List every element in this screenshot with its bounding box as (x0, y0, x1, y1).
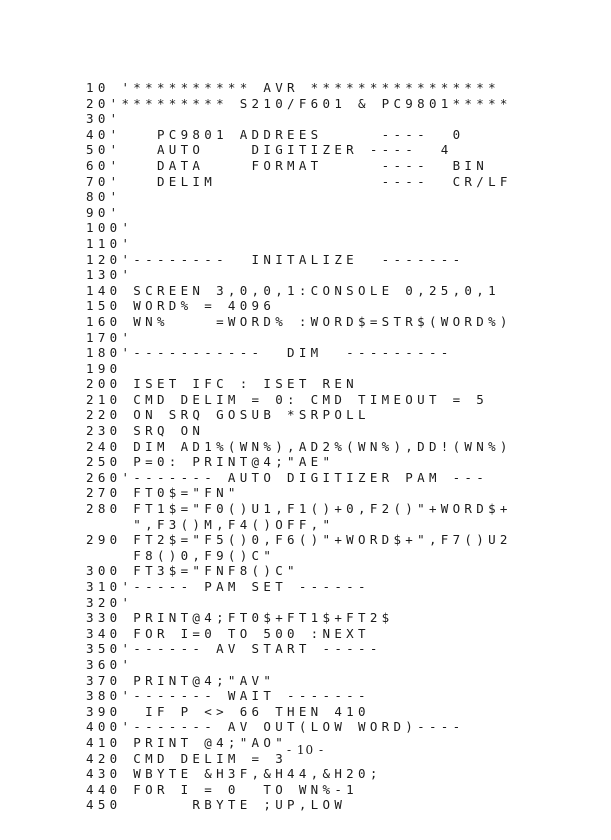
code-line: 130' (86, 267, 134, 283)
code-line: 100' (86, 220, 134, 236)
code-line: 330 PRINT@4;FT0$+FT1$+FT2$ (86, 610, 394, 626)
code-line: 90' (86, 204, 122, 220)
code-line: 380'------- WAIT ------- (86, 688, 370, 704)
code-line: 180'----------- DIM --------- (86, 345, 453, 361)
basic-program-listing (86, 80, 611, 813)
code-line: 310'----- PAM SET ------ (86, 579, 370, 594)
code-line: 120'-------- INITALIZE ------- (86, 251, 465, 267)
code-line: 110' (86, 235, 134, 251)
code-line: 230 SRQ ON (86, 423, 205, 439)
code-line: 390 IF P <> 66 THEN 410 (86, 703, 370, 719)
code-line: 40' PC9801 ADDREES ---- 0 (86, 126, 465, 142)
code-line: 50' AUTO DIGITIZER ---- 4 (86, 142, 453, 158)
code-line: 20'********* S210/F601 & PC9801***** (86, 95, 512, 111)
code-line: 350'------ AV START ----- (86, 641, 382, 657)
code-line: 190 (86, 360, 122, 376)
code-line: 360' (86, 656, 134, 672)
code-line: 410 PRINT @4;"AO" (86, 734, 288, 750)
code-line: 160 WN% =WORD% :WORD$=STR$(WORD%) (86, 313, 512, 329)
code-line: 320' (86, 594, 134, 610)
code-line: 340 FOR I=0 TO 500 :NEXT (86, 625, 370, 641)
code-line: 240 DIM AD1%(WN%),AD2%(WN%),DD!(WN%) (86, 438, 512, 454)
code-line: 200 ISET IFC : ISET REN (86, 376, 358, 392)
code-line: 400'------- AV OUT(LOW WORD)---- (86, 719, 465, 735)
code-line: 10 '********** AVR **************** (86, 80, 500, 95)
code-line: 220 ON SRQ GOSUB *SRPOLL (86, 407, 370, 423)
code-line: 440 FOR I = 0 TO WN%-1 (86, 781, 358, 797)
code-line: 290 FT2$="F5()0,F6()"+WORD$+",F7()U2 (86, 532, 512, 548)
code-line: 430 WBYTE &H3F,&H44,&H20; (86, 766, 382, 782)
code-line: ",F3()M,F4()OFF," (86, 516, 335, 532)
code-line: 170' (86, 329, 134, 345)
code-line: 260'------- AUTO DIGITIZER PAM --- (86, 469, 489, 485)
code-line: 450 RBYTE ;UP,LOW (86, 797, 347, 813)
code-line: 270 FT0$="FN" (86, 485, 240, 501)
code-line: 60' DATA FORMAT ---- BIN (86, 157, 489, 173)
code-line: F8()0,F9()C" (86, 547, 276, 563)
code-line: 70' DELIM ---- CR/LF (86, 173, 512, 189)
code-line: 150 WORD% = 4096 (86, 298, 276, 314)
code-line: 80' (86, 189, 122, 205)
code-line: 370 PRINT@4;"AV" (86, 672, 276, 688)
code-line: 280 FT1$="F0()U1,F1()+0,F2()"+WORD$+ (86, 501, 512, 517)
code-line: 210 CMD DELIM = 0: CMD TIMEOUT = 5 (86, 391, 489, 407)
code-line: 420 CMD DELIM = 3 (86, 750, 288, 766)
code-line: 250 P=0: PRINT@4;"AE" (86, 454, 335, 470)
page-number: - 10 - (286, 743, 324, 757)
code-line: 300 FT3$="FNF8()C" (86, 563, 299, 579)
code-line: 140 SCREEN 3,0,0,1:CONSOLE 0,25,0,1 (86, 282, 500, 298)
code-line: 30' (86, 111, 122, 127)
